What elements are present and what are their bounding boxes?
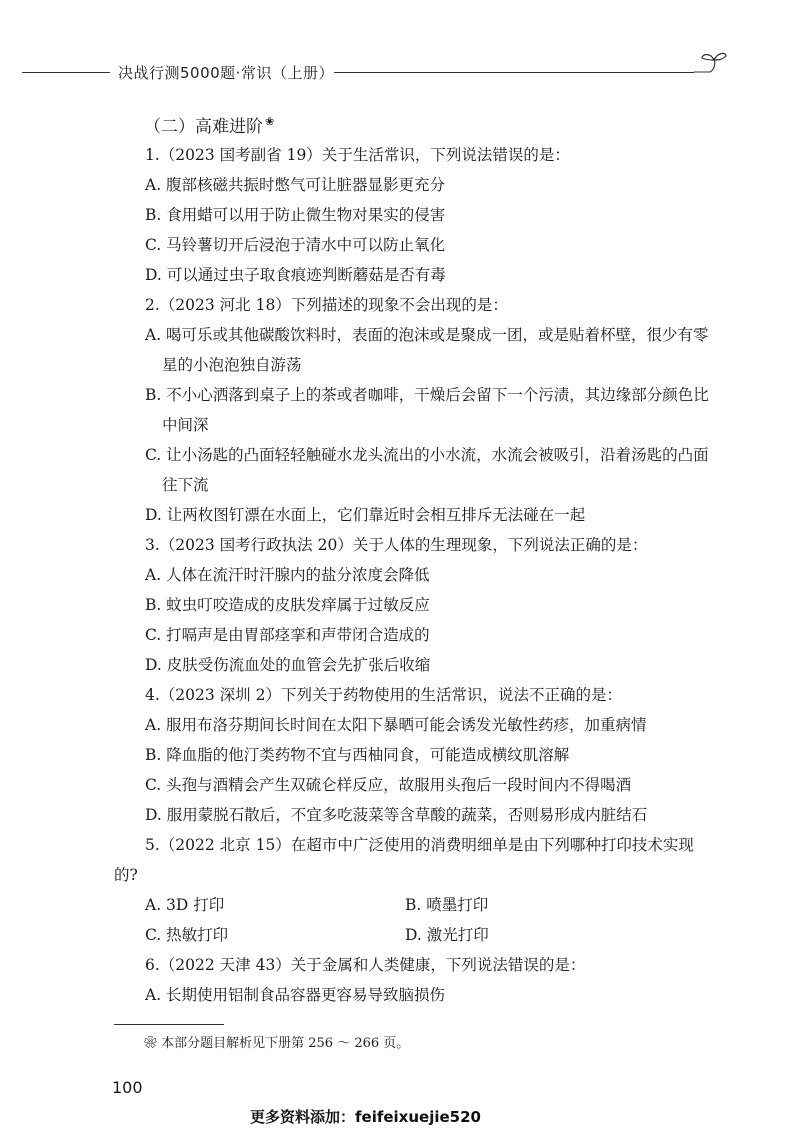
- question-3-stem: 3.（2023 国考行政执法 20）关于人体的生理现象，下列说法正确的是：: [145, 536, 648, 554]
- question-4-option-d: D. 服用蒙脱石散后，不宜多吃菠菜等含草酸的蔬菜，否则易形成内脏结石: [145, 806, 648, 824]
- question-4-option-a: A. 服用布洛芬期间长时间在太阳下暴晒可能会诱发光敏性药疹，加重病情: [145, 716, 647, 734]
- question-1-stem: 1.（2023 国考副省 19）关于生活常识，下列说法错误的是：: [145, 146, 570, 164]
- question-2-stem: 2.（2023 河北 18）下列描述的现象不会出现的是：: [145, 296, 508, 314]
- question-6-stem: 6.（2022 天津 43）关于金属和人类健康，下列说法错误的是：: [145, 956, 586, 974]
- question-1-option-d: D. 可以通过虫子取食痕迹判断蘑菇是否有毒: [145, 266, 446, 284]
- question-2-option-c: C. 让小汤匙的凸面轻轻触碰水龙头流出的小水流，水流会被吸引，沿着汤匙的凸面往下流: [145, 446, 709, 494]
- question-5-options-row-1: [114, 890, 714, 920]
- question-4-option-b: B. 降血脂的他汀类药物不宜与西柚同食，可能造成横纹肌溶解: [145, 746, 570, 764]
- question-5-option-d: D. 激光打印: [405, 926, 489, 944]
- question-5-option-a: A. 3D 打印: [145, 896, 225, 914]
- footnote-rule: [114, 1024, 224, 1025]
- question-6-option-a: A. 长期使用铝制食品容器更容易导致脑损伤: [145, 986, 446, 1004]
- question-3-option-b: B. 蚊虫叮咬造成的皮肤发痒属于过敏反应: [145, 596, 430, 614]
- footnote: ❀ 本部分题目解析见下册第 256 ～ 266 页。: [144, 1036, 410, 1051]
- question-1-option-c: C. 马铃薯切开后浸泡于清水中可以防止氧化: [145, 236, 446, 254]
- question-4-stem: 4.（2023 深圳 2）下列关于药物使用的生活常识，说法不正确的是：: [145, 686, 622, 704]
- question-2-option-d: D. 让两枚图钉漂在水面上，它们靠近时会相互排斥无法碰在一起: [145, 506, 586, 524]
- question-3-option-c: C. 打嗝声是由胃部痉挛和声带闭合造成的: [145, 626, 430, 644]
- header-rule-right: [334, 72, 694, 73]
- question-4-option-c: C. 头孢与酒精会产生双硫仑样反应，故服用头孢后一段时间内不得喝酒: [145, 776, 632, 794]
- page-number: 100: [112, 1078, 143, 1097]
- question-5-option-b: B. 喷墨打印: [405, 896, 489, 914]
- question-5-stem: 5.（2022 北京 15）在超市中广泛使用的消费明细单是由下列哪种打印技术实现的?: [114, 836, 694, 884]
- question-1-option-b: B. 食用蜡可以用于防止微生物对果实的侵害: [145, 206, 446, 224]
- question-5-option-c: C. 热敏打印: [145, 926, 229, 944]
- question-2-option-b: B. 不小心洒落到桌子上的茶或者咖啡，干燥后会留下一个污渍，其边缘部分颜色比中间深: [145, 386, 709, 434]
- section-heading: [144, 112, 274, 137]
- question-3-option-a: A. 人体在流汗时汗腺内的盐分浓度会降低: [145, 566, 430, 584]
- section-title-text: （二）高难进阶: [144, 117, 263, 137]
- question-2-option-a: A. 喝可乐或其他碳酸饮料时，表面的泡沫或是聚成一团，或是贴着杯壁，很少有零星的小泡泡独自游荡: [145, 326, 709, 374]
- question-3-option-d: D. 皮肤受伤流血处的血管会先扩张后收缩: [145, 656, 431, 674]
- header-rule-left: [22, 72, 110, 73]
- question-1-option-a: A. 腹部核磁共振时憋气可让脏器显影更充分: [145, 176, 446, 194]
- book-title: 决战行测5000题·常识（上册）: [118, 64, 334, 82]
- watermark-text: 更多资料添加：feifeixuejie520: [250, 1108, 481, 1126]
- sprout-icon: [690, 48, 730, 84]
- question-5-options-row-2: [114, 920, 714, 950]
- flower-mark-icon: ❀: [265, 115, 275, 129]
- running-header: [22, 56, 712, 86]
- question-list: [114, 140, 714, 1010]
